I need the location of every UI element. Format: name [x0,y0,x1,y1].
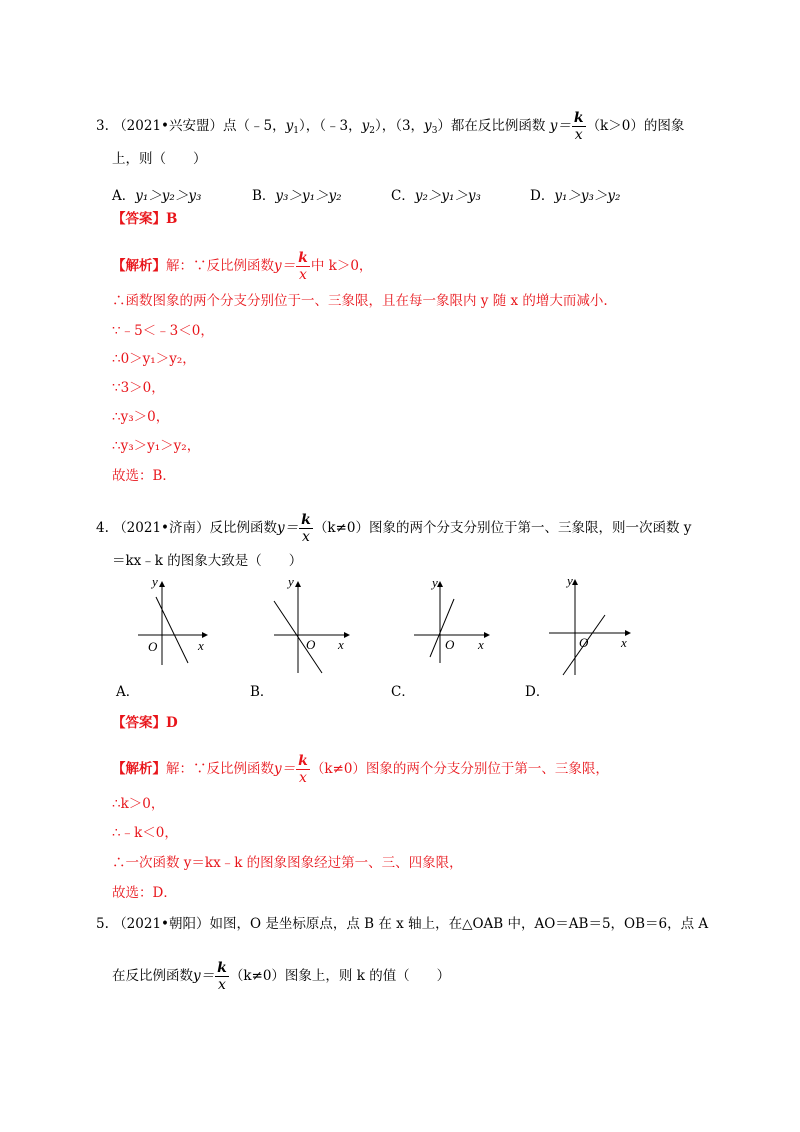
q3-option-b: B．y₃＞y₁＞y₂ [252,188,342,204]
q5-stem-line2: 在反比例函数y＝ $\frac{k}{x}$ （k≠0）图象上，则 k 的值（ ） [112,960,451,993]
q3-stem-line2: 上，则（ ） [112,151,207,167]
q3-option-c: C．y₂＞y₁＞y₃ [391,188,481,204]
q3-step: 故选：B． [112,468,176,484]
q4-answer: 【答案】D [112,715,178,731]
q4-option-d: D． [525,684,550,700]
q4-stem-line1: 4. （2021•济南）反比例函数y＝ $\frac{k}{x}$ （k≠0）图象的两个分支分别位于第一、三象限，则一次函数 y [96,512,692,545]
q3-step: ∴y₃＞0， [112,409,170,425]
svg-text:O: O [579,635,589,650]
q3-option-d: D．y₁＞y₃＞y₂ [530,188,621,204]
svg-text:O: O [445,637,455,652]
svg-text:x: x [338,637,344,652]
svg-text:x: x [621,635,627,650]
q4-step: 故选：D． [112,885,177,901]
q3-step: ∴y₃＞y₁＞y₂， [112,438,201,454]
q4-option-b: B． [250,684,274,700]
q5-stem-line1: 5. （2021•朝阳）如图，O 是坐标原点，点 B 在 x 轴上，在△OAB 中，AO＝AB＝5，OB＝6，点 A [96,916,709,932]
svg-text:x: x [478,637,484,652]
svg-text:y: y [567,575,573,588]
q4-option-a: A． [116,684,140,700]
q3-step: ∵3＞0， [112,380,165,396]
svg-text:y: y [152,575,158,589]
graph-c [408,575,493,674]
graph-b [268,575,353,679]
fraction-k-over-x: $\frac{k}{x}$ [573,110,584,143]
q4-step: ∴k＞0， [112,796,165,812]
q4-stem-line2: ＝kx﹣k 的图象大致是（ ） [112,553,303,569]
svg-text:y: y [432,575,438,590]
q4-option-c: C． [391,684,415,700]
q3-step: ∵﹣5＜﹣3＜0， [112,323,214,339]
svg-text:y: y [288,575,294,589]
graph-d [545,575,635,684]
q3-stem-line1: 3. （2021•兴安盟）点（﹣5，$y_1$），（﹣3，$y_2$），（3，$y_3$）都在反比例函数 y＝ $\frac{k}{x}$ （k＞0）的图象 [96,110,685,143]
q4-analysis-line1: 【解析】解：∵反比例函数y＝ $\frac{k}{x}$ （k≠0）图象的两个分支分别位于第一、三象限， [112,753,609,786]
q3-step: ∴0＞y₁＞y₂， [112,351,196,367]
svg-text:O: O [148,639,158,654]
q3-number: 3. [96,118,109,134]
q3-option-a: A．y₁＞y₂＞y₃ [112,188,202,204]
graph-a [132,575,212,674]
svg-text:O: O [306,637,316,652]
q3-analysis-line1: 【解析】解：∵反比例函数y＝ $\frac{k}{x}$ 中 k＞0， [112,250,373,283]
q4-step: ∴﹣k＜0， [112,825,178,841]
svg-text:x: x [198,638,204,653]
q3-source: （2021•兴安盟） [113,118,224,134]
q3-step: ∴函数图象的两个分支分别位于一、三象限，且在每一象限内 y 随 x 的增大而减小. [112,293,608,309]
q4-step: ∴一次函数 y＝kx﹣k 的图象图象经过第一、三、四象限， [112,855,463,871]
q3-answer: 【答案】B [112,211,178,227]
